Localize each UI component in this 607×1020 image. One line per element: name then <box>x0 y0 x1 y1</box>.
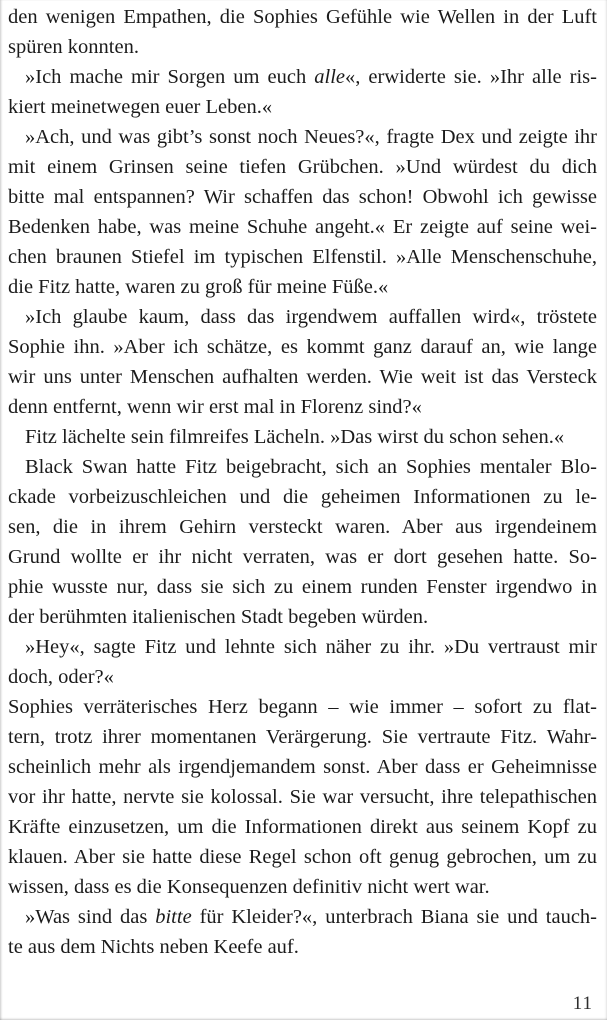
text-line: »Was sind das bitte für Kleider?«, unterbrach Biana sie und tauch- <box>25 906 597 928</box>
text-line: wir uns unter Menschen aufhalten werden. Wie weit ist das Versteck <box>8 366 597 388</box>
text-line: sen, die in ihrem Gehirn versteckt waren. Aber aus irgendeinem <box>8 516 597 538</box>
text-line: kiert meinetwegen euer Leben.« <box>8 96 273 118</box>
text-line: »Ich glaube kaum, dass das irgendwem auffallen wird«, tröstete <box>25 306 597 328</box>
text-line: Sophie ihn. »Aber ich schätze, es kommt ganz darauf an, wie lange <box>8 336 597 358</box>
paragraph <box>8 302 597 422</box>
text-line: spüren konnten. <box>8 36 139 58</box>
text-line: Fitz lächelte sein filmreifes Lächeln. »Das wirst du schon sehen.« <box>25 426 565 448</box>
text-line: der berühmten italienischen Stadt begeben würden. <box>8 606 429 628</box>
text-line: Grund wollte er ihr nicht verraten, was er dort gesehen hatte. So- <box>8 546 597 568</box>
paragraph <box>8 452 597 632</box>
text-line: Black Swan hatte Fitz beigebracht, sich an Sophies mentaler Blo- <box>25 456 597 478</box>
text-line: ckade vorbeizuschleichen und die geheimen Informationen zu le- <box>8 486 597 508</box>
text-line: klauen. Aber sie hatte diese Regel schon oft genug gebrochen, um zu <box>8 846 597 868</box>
paragraph <box>8 902 597 962</box>
paragraph <box>8 62 597 122</box>
text-line: Kräfte einzusetzen, um die Informationen direkt aus seinem Kopf zu <box>8 816 597 838</box>
text-line: mit einem Grinsen seine tiefen Grübchen. »Und würdest du dich <box>8 156 597 178</box>
text-line: phie wusste nur, dass sie sich zu einem runden Fenster irgendwo in <box>8 576 597 598</box>
paragraph <box>8 632 597 692</box>
text-line: doch, oder?« <box>8 666 114 688</box>
text-line: wissen, dass es die Konsequenzen definitiv nicht wert war. <box>8 876 490 898</box>
text-line: die Fitz hatte, waren zu groß für meine Füße.« <box>8 276 389 298</box>
paragraph <box>8 2 597 62</box>
text-line: Sophies verräterisches Herz begann – wie immer – sofort zu flat- <box>8 696 597 718</box>
text-line: »Hey«, sagte Fitz und lehnte sich näher zu ihr. »Du vertraust mir <box>25 636 597 658</box>
text-line: chen braunen Stiefel im typischen Elfenstil. »Alle Menschenschuhe, <box>8 246 597 268</box>
text-line: »Ich mache mir Sorgen um euch alle«, erwiderte sie. »Ihr alle ris- <box>25 66 597 88</box>
text-line: bitte mal entspannen? Wir schaffen das schon! Obwohl ich gewisse <box>8 186 597 208</box>
text-line: tern, trotz ihrer momentanen Verärgerung. Sie vertraute Fitz. Wahr- <box>8 726 597 748</box>
page-number: 11 <box>572 993 593 1014</box>
text-line: den wenigen Empathen, die Sophies Gefühle wie Wellen in der Luft <box>8 6 597 28</box>
text-line: Bedenken habe, was meine Schuhe angeht.« Er zeigte auf seine wei- <box>8 216 597 238</box>
text-line: vor ihr hatte, nervte sie kolossal. Sie war versucht, ihre telepathischen <box>8 786 597 808</box>
text-line: »Ach, und was gibt’s sonst noch Neues?«, fragte Dex und zeigte ihr <box>25 126 597 148</box>
text-line: te aus dem Nichts neben Keefe auf. <box>8 936 299 958</box>
paragraph <box>8 692 597 902</box>
paragraph <box>8 422 597 452</box>
text-line: scheinlich mehr als irgendjemandem sonst. Aber dass er Geheimnisse <box>8 756 597 778</box>
text-line: denn entfernt, wenn wir erst mal in Florenz sind?« <box>8 396 422 418</box>
paragraph <box>8 122 597 302</box>
